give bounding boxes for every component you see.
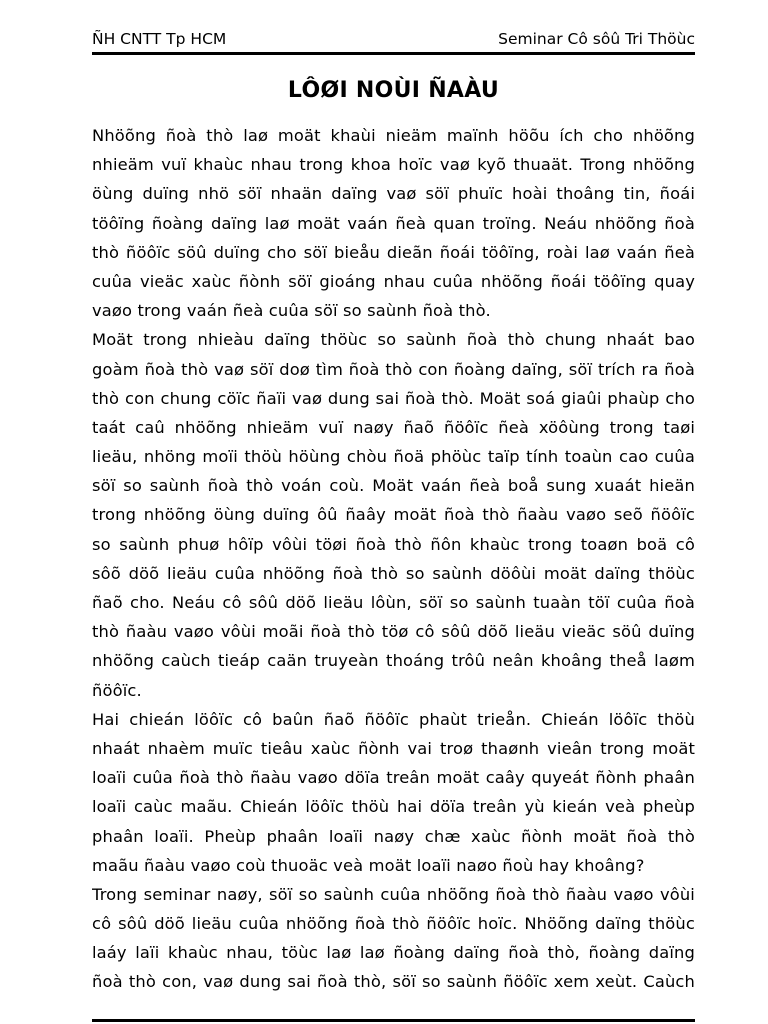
text-line: taát caû nhöõng nhieäm vuï naøy ñaõ ñöôïc ñeà xöôùng trong taøi	[92, 417, 695, 437]
text-line: trong nhöõng öùng duïng ôû ñaây moät ñoà thò ñaàu vaøo seõ ñöôïc	[92, 505, 695, 525]
text-line: söï so saùnh ñoà thò voán coù. Moät vaán ñeà boå sung xuaát hieän	[92, 476, 695, 496]
footer-divider	[92, 1019, 695, 1022]
text-line: maãu ñaàu vaøo coù thuoäc veà moät loaïi naøo ñoù hay khoâng?	[92, 855, 645, 875]
text-line: Hai chieán löôïc cô baûn ñaõ ñöôïc phaùt trieån. Chieán löôïc thöù	[92, 709, 695, 729]
text-line: cô sôû döõ lieäu cuûa nhöõng ñoà thò ñöôïc hoïc. Nhöõng daïng thöùc	[92, 914, 695, 934]
text-line: goàm ñoà thò vaø söï doø tìm ñoà thò con ñoàng daïng, söï trích ra ñoà	[92, 359, 695, 379]
text-line: Trong seminar naøy, söï so saùnh cuûa nhöõng ñoà thò ñaàu vaøo vôùi	[92, 884, 695, 904]
text-line: so saùnh phuø hôïp vôùi töøi ñoà thò ñôn khaùc trong toaøn boä cô	[92, 534, 695, 554]
text-line: ñoà thò con, vaø dung sai ñoà thò, söï so saùnh ñöôïc xem xeùt. Caùch	[92, 972, 695, 992]
header-seminar-title: Seminar Cô sôû Tri Thöùc	[498, 30, 695, 48]
text-line: nhaát nhaèm muïc tieâu xaùc ñònh vai troø thaønh vieân trong moät	[92, 738, 695, 758]
text-line: ñöôïc.	[92, 680, 142, 700]
text-line: thò ñaàu vaøo vôùi moãi ñoà thò töø cô sôû döõ lieäu vieäc söû duïng	[92, 622, 695, 642]
page-header	[92, 28, 695, 52]
header-institution: ÑH CNTT Tp HCM	[92, 30, 227, 48]
text-line: nhieäm vuï khaùc nhau trong khoa hoïc vaø kyõ thuaät. Trong nhöõng	[92, 155, 695, 175]
text-line: töôïng ñoàng daïng laø moät vaán ñeà quan troïng. Neáu nhöõng ñoà	[92, 213, 695, 233]
text-line: thò con chung cöïc ñaïi vaø dung sai ñoà thò. Moät soá giaûi phaùp cho	[92, 388, 695, 408]
text-line: loaïi cuûa ñoà thò ñaàu vaøo döïa treân moät caây quyeát ñònh phaân	[92, 768, 695, 788]
text-line: lieäu, nhöng moïi thöù höùng chòu ñoä phöùc taïp tính toaùn cao cuûa	[92, 447, 695, 467]
text-line: vaøo trong vaán ñeà cuûa söï so saùnh ñoà thò.	[92, 301, 491, 321]
text-line: Nhöõng ñoà thò laø moät khaùi nieäm maïnh höõu ích cho nhöõng	[92, 126, 695, 145]
body-text	[92, 121, 695, 997]
document-page	[92, 0, 695, 1024]
page-title: LÔØI NOÙI ÑAÀU	[287, 78, 500, 103]
text-line: loaïi caùc maãu. Chieán löôïc thöù hai döïa treân yù kieán veà pheùp	[92, 797, 695, 817]
text-line: thò ñöôïc söû duïng cho söï bieåu dieãn ñoái töôïng, roài laø vaán ñeà	[92, 242, 695, 262]
text-line: laáy laïi khaùc nhau, töùc laø laø ñoàng daïng ñoà thò, ñoàng daïng	[92, 943, 695, 963]
text-line: Moät trong nhieàu daïng thöùc so saùnh ñoà thò chung nhaát bao	[92, 330, 695, 350]
text-line: ñaõ cho. Neáu cô sôû döõ lieäu lôùn, söï so saùnh tuaàn töï cuûa ñoà	[92, 593, 695, 612]
text-line: cuûa vieäc xaùc ñònh söï gioáng nhau cuûa nhöõng ñoái töôïng quay	[92, 271, 695, 291]
text-line: phaân loaïi. Pheùp phaân loaïi naøy chæ xaùc ñònh moät ñoà thò	[92, 826, 695, 846]
text-line: sôõ döõ lieäu cuûa nhöõng ñoà thò so saùnh döôùi moät daïng thöùc	[92, 563, 695, 583]
text-line: öùng duïng nhö söï nhaän daïng vaø söï phuïc hoài thoâng tin, ñoái	[92, 184, 695, 204]
header-divider	[92, 52, 695, 55]
text-line: nhöõng caùch tieáp caän truyeàn thoáng trôû neân khoâng theå laøm	[92, 651, 695, 671]
